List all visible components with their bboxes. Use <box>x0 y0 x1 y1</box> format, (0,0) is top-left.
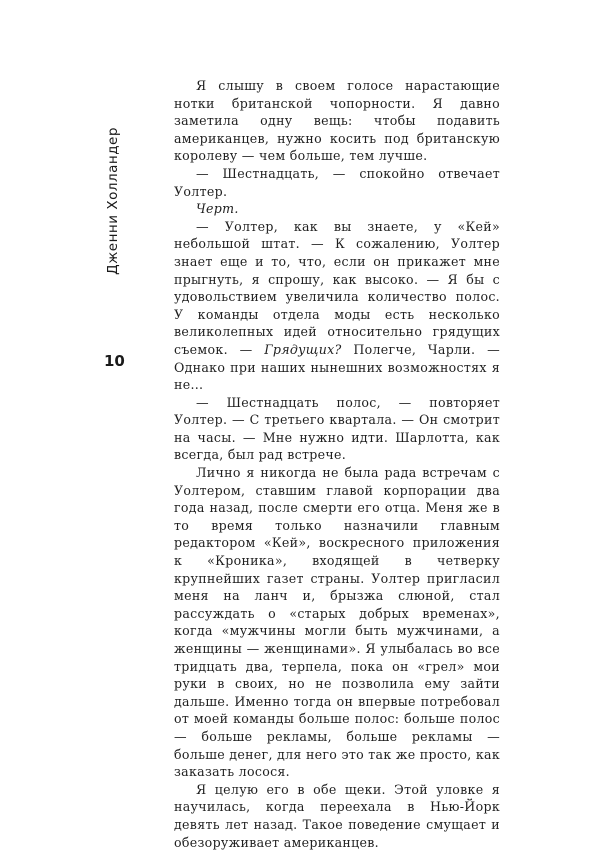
paragraph <box>174 165 500 200</box>
paragraph <box>174 200 500 218</box>
paragraph <box>174 394 500 464</box>
author-name: Дженни Холландер <box>105 127 121 275</box>
text-run: — Шестнадцать, — спокойно отвечает Уолтер. <box>174 165 500 199</box>
italic-thought: Черт. <box>196 201 239 217</box>
text-run: Я слышу в своем голосе нарастающие нотки британской чопорности. Я давно заметила одну вещь: чтобы подавить американцев, нужно косить под британскую королеву — чем больше, тем лучше. <box>174 78 500 164</box>
italic-thought: Грядущих? <box>264 341 342 357</box>
paragraph <box>174 218 500 394</box>
text-run: — Шестнадцать полос, — повторяет Уолтер. — С третьего квартала. — Он смотрит на часы. — Мне нужно идти. Шарлотта, как всегда, был рад встрече. <box>174 394 500 463</box>
body-text <box>174 77 500 851</box>
text-run: Я целую его в обе щеки. Этой уловке я научилась, когда переехала в Нью-Йорк девять лет назад. Такое поведение смущает и обезоруживает американцев. <box>174 781 500 850</box>
text-run: Лично я никогда не была рада встречам с Уолтером, ставшим главой корпорации два года назад, после смерти его отца. Меня же в то время только назначили главным редактором «Кей», воскресного приложения к «Кроника», входящей в четверку крупнейших газет страны. Уолтер пригласил меня на ланч и, брызжа слюной, стал рассуждать о «старых добрых временах», когда «мужчины могли быть мужчинами, а женщины — женщинами». Я улыбалась во все тридцать два, терпела, пока он «грел» мои руки в своих, но не позволила ему зайти дальше. Именно тогда он впервые потребовал от моей команды больше полос: больше полос — больше рекламы, больше рекламы — больше денег, для него это так же просто, как заказать лосося. <box>174 465 500 780</box>
page-number: 10 <box>104 352 125 370</box>
paragraph <box>174 781 500 851</box>
paragraph <box>174 464 500 781</box>
paragraph <box>174 77 500 165</box>
text-run: — Уолтер, как вы знаете, у «Кей» небольшой штат. — К сожалению, Уолтер знает еще и то, что, если он прикажет мне прыгнуть, я спрошу, как высоко. — Я бы с удовольствием увеличила количество полос. У команды отдела моды есть несколько великолепных идей относительно грядущих съемок. — <box>174 218 500 357</box>
text-run: Полегче, Чарли. — Однако при наших нынешних возможностях я не... <box>174 341 501 393</box>
